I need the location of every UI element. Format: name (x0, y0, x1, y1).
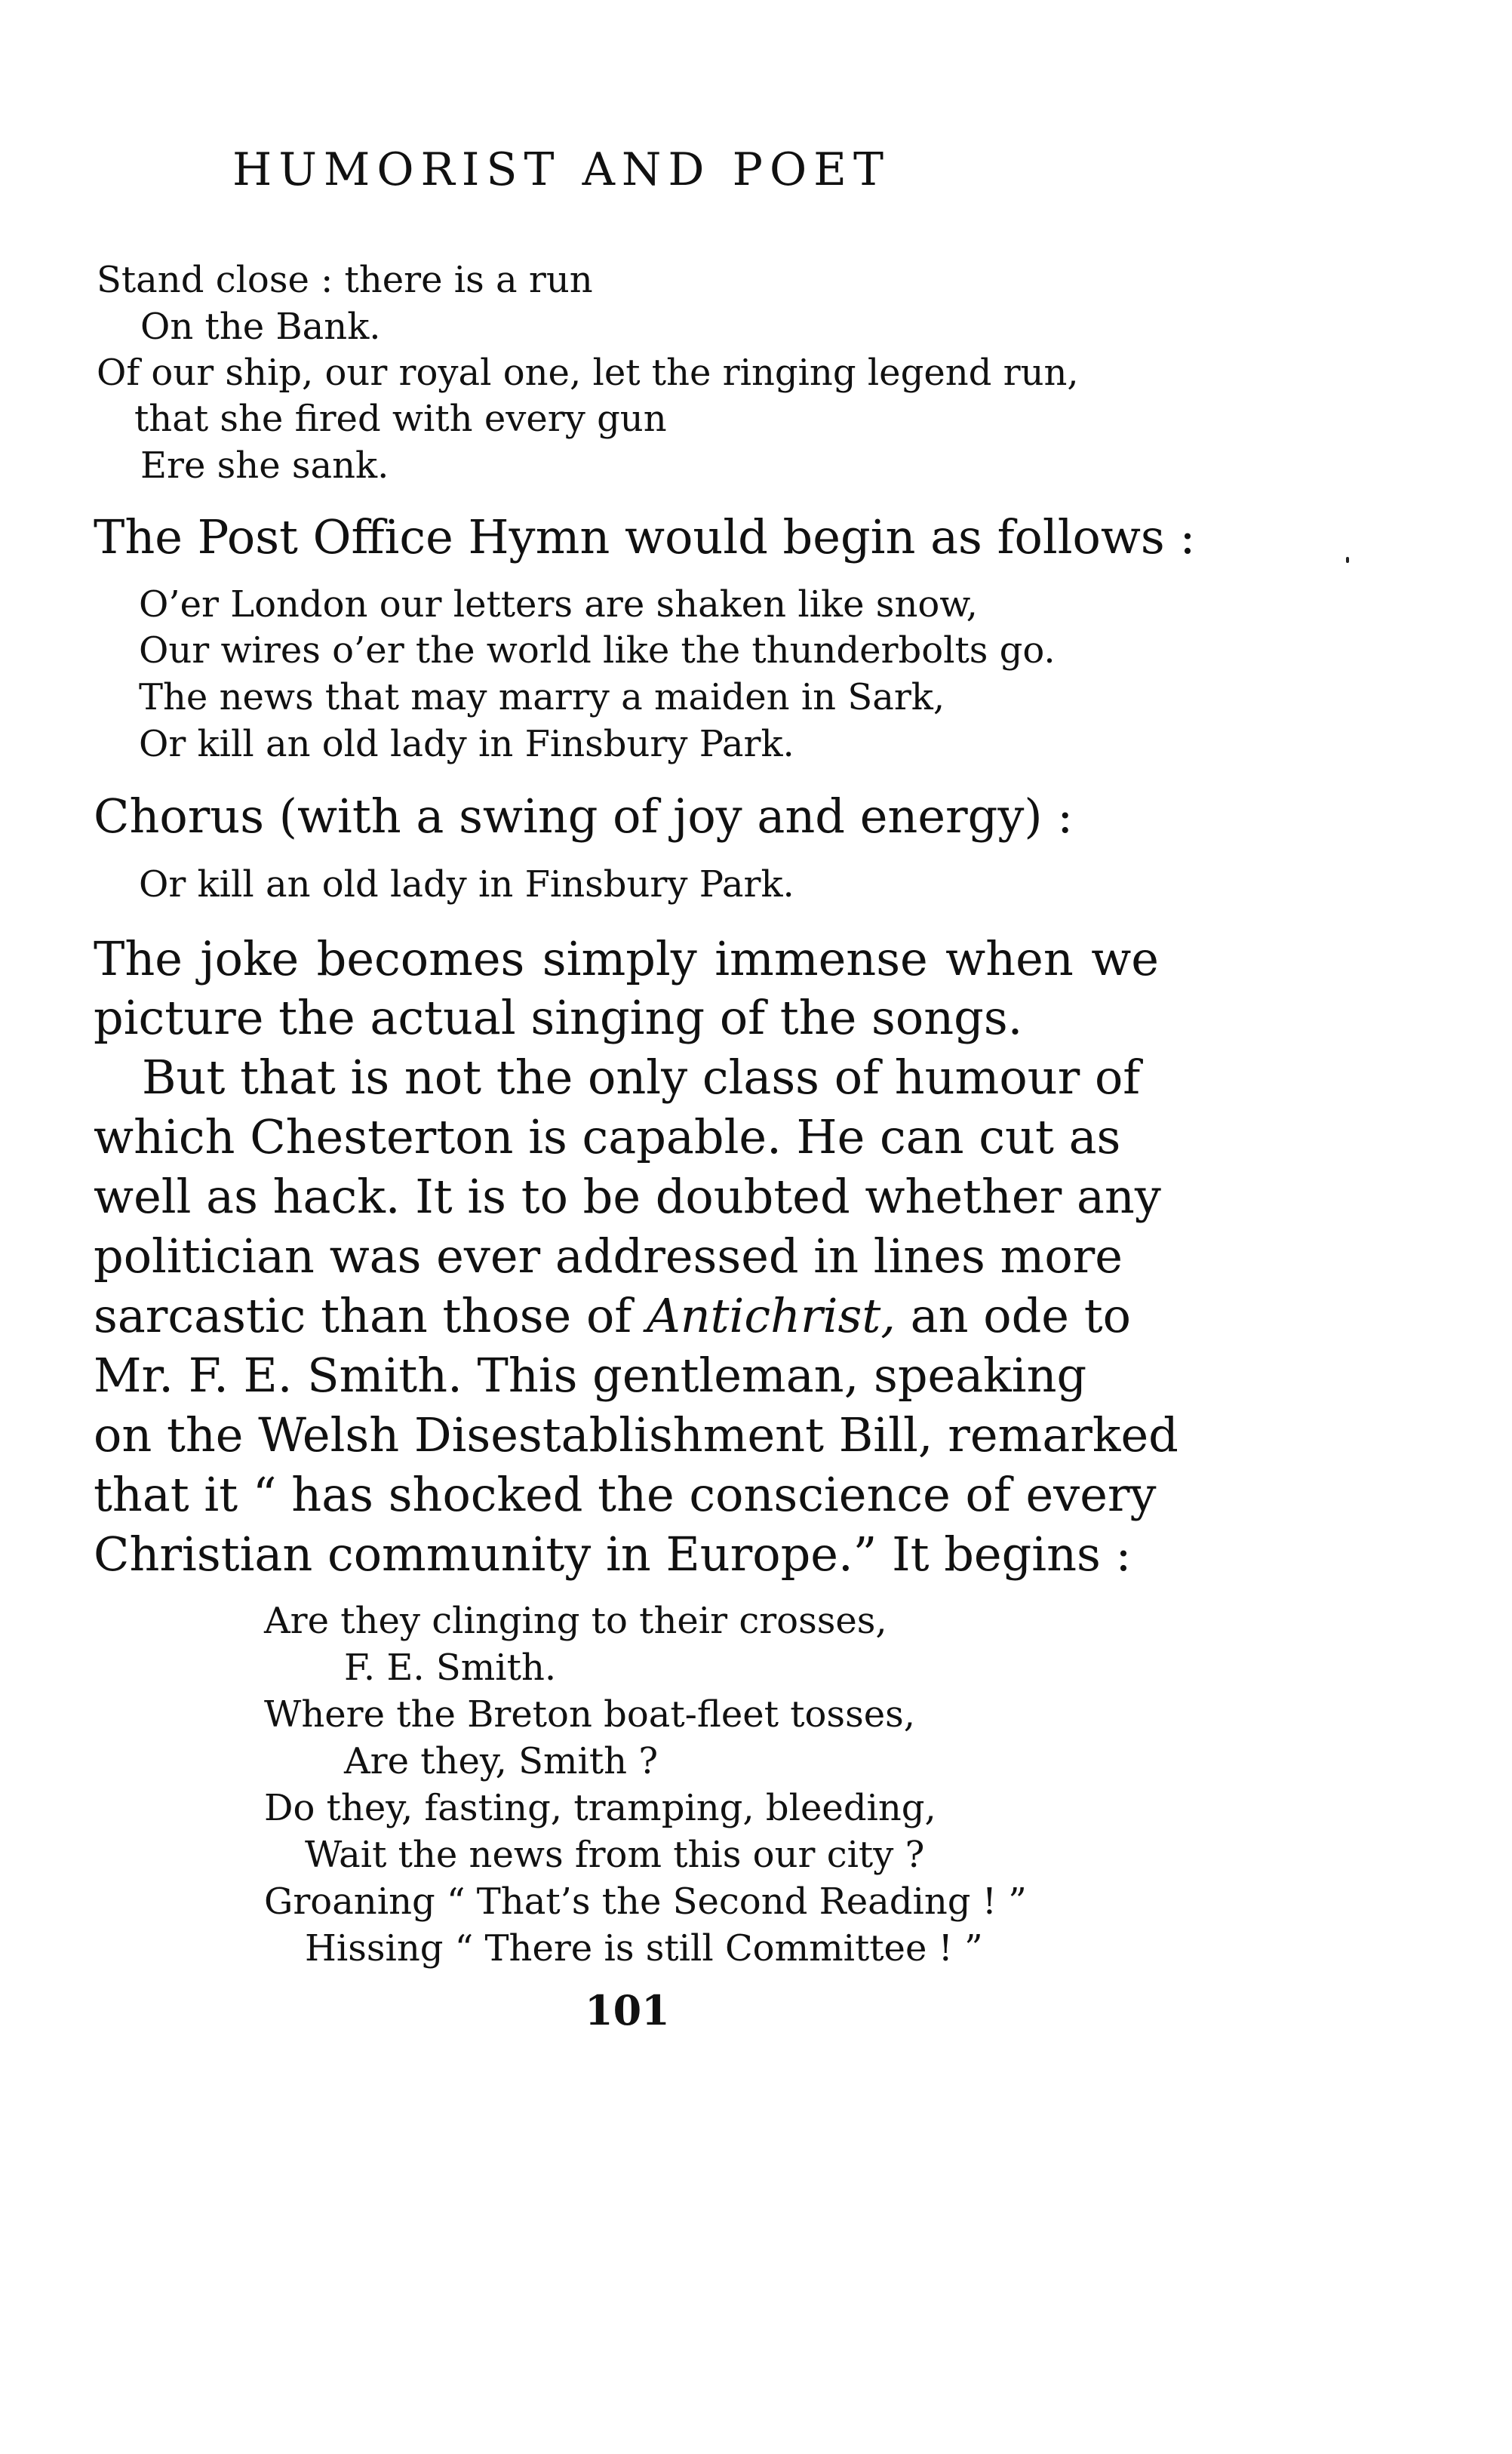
antichrist-line-3: Where the Breton boat-fleet tosses, (264, 1693, 915, 1736)
antichrist-title: Antichrist, (646, 1288, 896, 1343)
word: joke (200, 931, 300, 986)
para2-line-9: Christian community in Europe.” It begins : (94, 1527, 1132, 1582)
word: when (945, 931, 1074, 986)
stanza1-line-1: Stand close : there is a run (97, 259, 593, 301)
word: simply (542, 931, 697, 986)
para2-line-4: politician was ever addressed in lines more (94, 1229, 1123, 1284)
para1-line-2: picture the actual singing of the songs. (94, 990, 1023, 1045)
hymn-line-3: The news that may marry a maiden in Sark, (139, 676, 945, 718)
antichrist-line-6: Wait the news from this our city ? (305, 1834, 925, 1876)
antichrist-line-2: F. E. Smith. (344, 1647, 557, 1689)
hymn-line-4: Or kill an old lady in Finsbury Park. (139, 723, 794, 765)
para2-line-2: which Chesterton is capable. He can cut as (94, 1109, 1121, 1164)
para2-line-6: Mr. F. E. Smith. This gentleman, speaking (94, 1348, 1087, 1403)
stanza1-line-5: Ere she sank. (140, 444, 389, 487)
stanza1-line-2: On the Bank. (140, 306, 381, 348)
word: becomes (316, 931, 525, 986)
antichrist-line-7: Groaning “ That’s the Second Reading ! ” (264, 1880, 1027, 1923)
para2-line-7: on the Welsh Disestablishment Bill, remarked (94, 1407, 1179, 1462)
para2-line-1: But that is not the only class of humour of (142, 1050, 1141, 1105)
running-header: HUMORIST AND POET (232, 143, 890, 196)
word: The (94, 931, 183, 986)
antichrist-line-8: Hissing “ There is still Committee ! ” (305, 1927, 983, 1970)
para1-line-1 (94, 931, 1159, 986)
hymn-intro: The Post Office Hymn would begin as follows : (94, 509, 1196, 564)
chorus-intro: Chorus (with a swing of joy and energy) : (94, 789, 1074, 844)
stray-ink-mark (1346, 557, 1349, 563)
para2-line-3: well as hack. It is to be doubted whether any (94, 1169, 1161, 1224)
word: we (1091, 931, 1159, 986)
para2-line-5-after: an ode to (910, 1288, 1131, 1343)
word: immense (715, 931, 928, 986)
chorus-line: Or kill an old lady in Finsbury Park. (139, 863, 794, 906)
stanza1-line-3: Of our ship, our royal one, let the ringing legend run, (97, 352, 1079, 394)
antichrist-line-5: Do they, fasting, tramping, bleeding, (264, 1787, 936, 1829)
para2-line-5 (94, 1288, 1131, 1343)
antichrist-line-4: Are they, Smith ? (344, 1740, 659, 1782)
hymn-line-2: Our wires o’er the world like the thunderbolts go. (139, 629, 1056, 672)
page-number: 101 (585, 1986, 670, 2034)
para2-line-5-before: sarcastic than those of (94, 1288, 632, 1343)
para2-line-8: that it “ has shocked the conscience of every (94, 1467, 1157, 1522)
hymn-line-1: O’er London our letters are shaken like snow, (139, 583, 978, 626)
stanza1-line-4: that she fired with every gun (134, 398, 667, 440)
antichrist-line-1: Are they clinging to their crosses, (264, 1600, 887, 1642)
